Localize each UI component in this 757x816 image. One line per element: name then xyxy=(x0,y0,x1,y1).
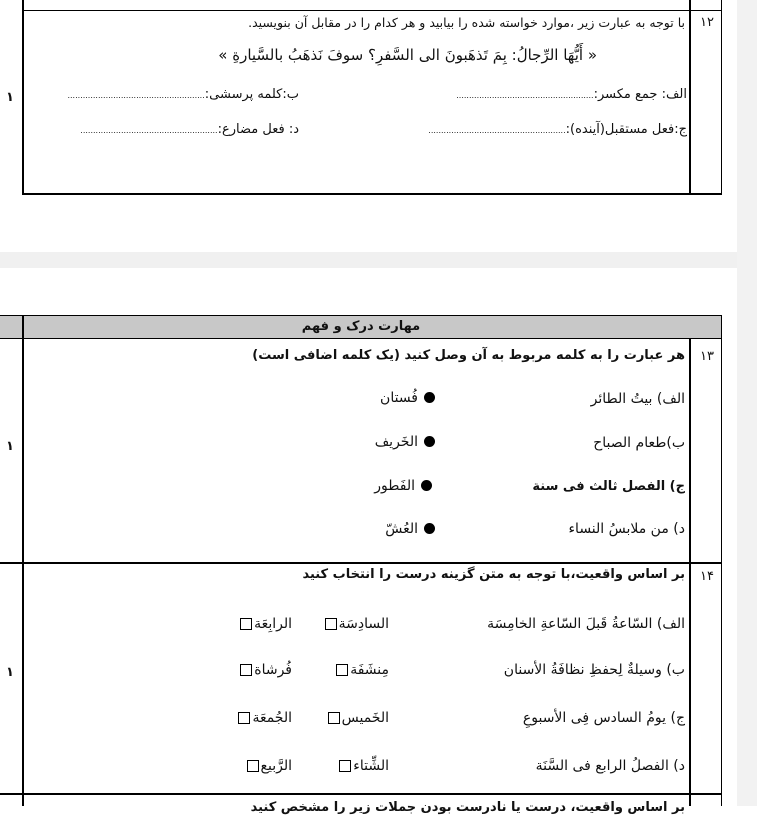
q14-row-a-opt1[interactable] xyxy=(325,615,389,633)
q13-right-item-3-label: الفَطور xyxy=(374,478,415,494)
q14-row-a-question: الف) السّاعةُ قَبلَ السّاعةِ الخامِسَة xyxy=(487,616,685,632)
q13-score: ۱ xyxy=(6,439,14,454)
q14-row-a-opt2[interactable] xyxy=(240,615,292,633)
checkbox-icon[interactable] xyxy=(240,664,252,676)
q14-row-b-opt2-label: فُرشاة xyxy=(254,662,292,678)
q12-sentence: « أَيُّهَا الرِّجالُ: بِمَ تَذهَبونَ الی السَّفرِ؟ سوفَ نَذهَبُ بالسَّيارةِ » xyxy=(218,46,597,64)
q12-item-a-label: الف: جمع مکسر: xyxy=(593,87,687,102)
q12-top-border xyxy=(22,10,722,11)
q12-bottom-border xyxy=(22,193,722,195)
q14-number: ۱۴ xyxy=(700,569,714,584)
q12-divider xyxy=(689,0,691,195)
page-gap xyxy=(0,252,737,268)
checkbox-icon[interactable] xyxy=(247,760,259,772)
q13-left-item-a: الف) بيتُ الطائر xyxy=(590,391,685,407)
q14-row-a-opt1-label: السادِسَة xyxy=(338,616,389,632)
q13-right-item-1[interactable] xyxy=(380,389,435,407)
q14-row-a-opt2-label: الرابِعَة xyxy=(254,616,292,632)
q13-bottom-border xyxy=(0,562,722,564)
q12-number: ۱۲ xyxy=(700,15,714,30)
q13-right-item-4[interactable] xyxy=(385,520,435,538)
q12-score: ۱ xyxy=(6,90,14,105)
q13-right-item-2[interactable] xyxy=(375,433,435,451)
section-title: مهارت درک و فهم xyxy=(301,319,421,334)
q14-row-d-question: د) الفصلُ الرابع فی السَّنَة xyxy=(535,758,685,774)
q12-item-a xyxy=(456,87,687,104)
q12-instruction: با توجه به عبارت زیر ،موارد خواسته شده را بیابید و هر کدام را در مقابل آن بنویسید. xyxy=(248,15,685,30)
q12-item-d xyxy=(80,122,299,139)
q14-row-c-opt1-label: الخَميس xyxy=(341,710,389,726)
bullet-icon xyxy=(424,436,435,447)
bullet-icon xyxy=(424,392,435,403)
q12-item-d-dots[interactable]: ...................................................... xyxy=(80,126,218,135)
q12-item-b-label: ب:کلمه پرسشی: xyxy=(204,87,299,102)
q12-item-c-dots[interactable]: ...................................................... xyxy=(428,126,566,135)
page-margin xyxy=(737,0,757,806)
checkbox-icon[interactable] xyxy=(336,664,348,676)
bullet-icon xyxy=(421,480,432,491)
q12-item-a-dots[interactable]: ...................................................... xyxy=(456,91,594,100)
q14-row-d-opt2[interactable] xyxy=(247,757,292,775)
q13-instruction: هر عبارت را به کلمه مربوط به آن وصل کنید (یک کلمه اضافی است) xyxy=(252,348,685,363)
q12-item-c-label: ج:فعل مستقبل(آینده): xyxy=(565,122,687,137)
q14-score: ۱ xyxy=(6,665,14,680)
q12-item-d-label: د: فعل مضارع: xyxy=(217,122,299,137)
q13-right-item-1-label: فُستان xyxy=(380,390,418,406)
q13-number: ۱۳ xyxy=(700,349,714,364)
bullet-icon xyxy=(424,523,435,534)
q12-item-c xyxy=(428,122,687,139)
q14-row-c-opt2-label: الجُمعَة xyxy=(252,710,292,726)
q13-left-item-b: ب)طعام الصباح xyxy=(593,435,685,451)
q14-row-d-opt1-label: الشِّتاء xyxy=(353,758,389,774)
q14-instruction: بر اساس واقعیت،با توجه به متن گزینه درست را انتخاب کنید xyxy=(302,567,685,582)
q14-row-c-opt1[interactable] xyxy=(328,709,389,727)
table2-right-border xyxy=(721,315,722,806)
q14-row-b-question: ب) وسيلةٌ لِحفظِ نظافَةُ الأسنان xyxy=(503,662,685,678)
q12-item-b xyxy=(67,87,299,104)
q12-left-border xyxy=(22,0,24,195)
q14-row-d-opt2-label: الرَّبيع xyxy=(260,758,292,774)
q14-row-b-opt2[interactable] xyxy=(240,661,292,679)
q15-partial-instruction: بر اساس واقعیت، درست یا نادرست بودن جملات زیر را مشخص کنید xyxy=(250,800,685,815)
q13-right-item-2-label: الخَريف xyxy=(374,434,418,450)
q12-right-border xyxy=(721,0,722,195)
table2-divider xyxy=(689,339,691,806)
checkbox-icon[interactable] xyxy=(328,712,340,724)
q14-row-c-question: ج) يومُ السادس فِی الأسبوعِ xyxy=(522,710,685,726)
q14-row-c-opt2[interactable] xyxy=(238,709,292,727)
table2-left-border xyxy=(22,315,24,806)
checkbox-icon[interactable] xyxy=(339,760,351,772)
q13-left-item-d: د) من ملابسُ النساء xyxy=(568,521,685,537)
q14-row-b-opt1[interactable] xyxy=(336,661,389,679)
checkbox-icon[interactable] xyxy=(238,712,250,724)
q13-right-item-3[interactable] xyxy=(374,477,432,495)
q12-item-b-dots[interactable]: ...................................................... xyxy=(67,91,205,100)
q14-bottom-border xyxy=(0,793,722,795)
checkbox-icon[interactable] xyxy=(240,618,252,630)
q13-left-item-c: ج) الفصل ثالث فی سنة xyxy=(532,479,685,494)
q14-row-d-opt1[interactable] xyxy=(339,757,389,775)
q13-right-item-4-label: العُشّ xyxy=(385,521,418,537)
q14-row-b-opt1-label: مِنشَفَة xyxy=(350,662,389,678)
checkbox-icon[interactable] xyxy=(325,618,337,630)
